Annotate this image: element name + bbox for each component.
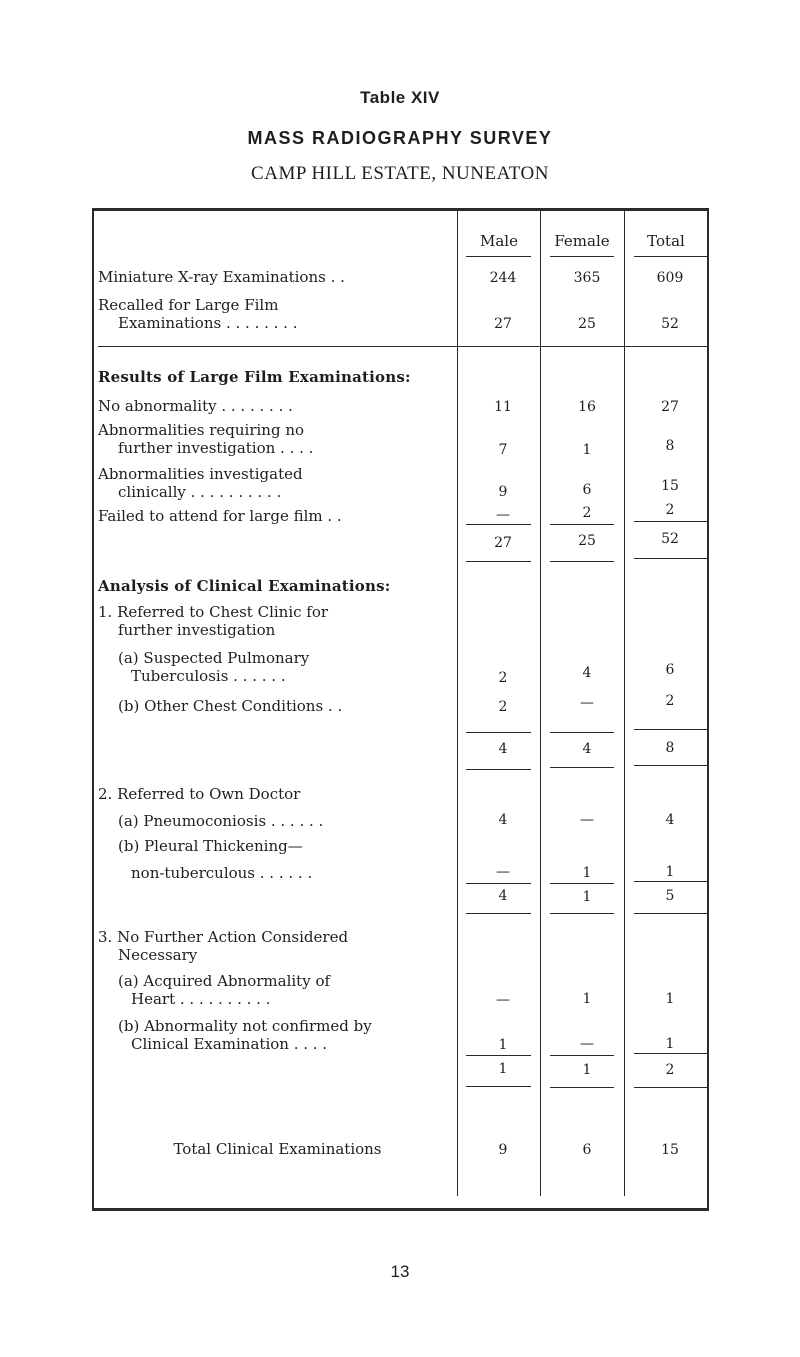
row-label: No abnormality . . . . . . . . (98, 397, 293, 415)
subtotal-rule (634, 765, 707, 766)
subtotal-rule (634, 729, 707, 730)
subtotal-male: 1 (498, 1061, 508, 1077)
total-row-label: Total Clinical Examinations (173, 1140, 382, 1158)
row-label: Miniature X-ray Examinations . . (98, 268, 345, 286)
cell-male: — (496, 992, 510, 1008)
cell-female: — (580, 1036, 594, 1052)
subtotal-rule (466, 913, 531, 914)
cell-female: 1 (582, 442, 592, 458)
cell-female: 2 (582, 505, 592, 521)
subtotal-rule (550, 883, 614, 884)
column-header-total: Total (647, 232, 685, 250)
subtotal-rule (634, 913, 707, 914)
cell-total: 2 (665, 693, 675, 709)
cell-total: 27 (661, 399, 679, 415)
row-label: (a) Pneumoconiosis . . . . . . (118, 812, 324, 830)
row-label: Tuberculosis . . . . . . (131, 667, 286, 685)
cell-male: 27 (494, 316, 512, 332)
subtotal-rule (550, 1055, 614, 1056)
cell-male: 11 (494, 399, 512, 415)
subtotal-rule (634, 881, 707, 882)
row-label: Failed to attend for large film . . (98, 507, 342, 525)
cell-male: 9 (498, 484, 508, 500)
row-label: clinically . . . . . . . . . . (118, 483, 282, 501)
table-number: Table XIV (360, 88, 440, 107)
header-rule (634, 256, 707, 257)
cell-male: — (496, 507, 510, 523)
total-total: 15 (661, 1142, 679, 1158)
cell-male: — (496, 864, 510, 880)
cell-total: 15 (661, 478, 679, 494)
row-label: (b) Other Chest Conditions . . (118, 697, 343, 715)
subsection-title: further investigation (118, 621, 276, 639)
subtotal-rule (550, 732, 614, 733)
cell-male: 2 (498, 699, 508, 715)
cell-total: 2 (665, 502, 675, 518)
subsection-title: 2. Referred to Own Doctor (98, 785, 301, 803)
subtotal-rule (466, 561, 531, 562)
subtotal-rule (550, 767, 614, 768)
row-label: Abnormalities requiring no (98, 421, 305, 439)
cell-total: 8 (665, 438, 675, 454)
header-rule (466, 256, 531, 257)
cell-female: 4 (582, 665, 592, 681)
subtotal-total: 8 (665, 740, 675, 756)
section-heading: Analysis of Clinical Examinations: (98, 577, 391, 595)
subtotal-female: 4 (582, 741, 592, 757)
cell-female: — (580, 812, 594, 828)
page-number: 13 (390, 1262, 410, 1281)
location-title: CAMP HILL ESTATE, NUNEATON (251, 163, 549, 184)
cell-total: 52 (661, 316, 679, 332)
subtotal-rule (550, 913, 614, 914)
row-label: Examinations . . . . . . . . (118, 314, 298, 332)
cell-male: 244 (489, 270, 517, 286)
total-female: 6 (582, 1142, 592, 1158)
table-right-border (707, 208, 709, 1211)
column-divider (624, 211, 625, 1196)
cell-total: 6 (665, 662, 675, 678)
row-label: Heart . . . . . . . . . . (131, 990, 271, 1008)
row-label: Recalled for Large Film (98, 296, 279, 314)
row-label: (b) Pleural Thickening— (118, 837, 303, 855)
cell-female: 1 (582, 865, 592, 881)
cell-total: 1 (665, 991, 675, 1007)
subtotal-rule (466, 883, 531, 884)
cell-total: 4 (665, 812, 675, 828)
subtotal-rule (634, 558, 707, 559)
subtotal-total: 52 (661, 531, 679, 547)
subtotal-rule (634, 521, 707, 522)
cell-total: 609 (656, 270, 684, 286)
subtotal-rule (550, 524, 614, 525)
cell-male: 7 (498, 442, 508, 458)
subtotal-male: 4 (498, 741, 508, 757)
subtotal-female: 1 (582, 889, 592, 905)
subtotal-rule (550, 561, 614, 562)
column-header-female: Female (554, 232, 610, 250)
cell-total: 1 (665, 1036, 675, 1052)
cell-male: 4 (498, 812, 508, 828)
subtotal-rule (466, 1086, 531, 1087)
cell-female: 365 (573, 270, 601, 286)
row-label: Abnormalities investigated (98, 465, 303, 483)
header-rule (550, 256, 614, 257)
cell-female: 25 (578, 316, 596, 332)
row-label: non-tuberculous . . . . . . (131, 864, 313, 882)
row-label: (b) Abnormality not confirmed by (118, 1017, 372, 1035)
column-divider (540, 211, 541, 1196)
table-left-border (92, 208, 94, 1211)
subtotal-rule (466, 732, 531, 733)
row-label: (a) Acquired Abnormality of (118, 972, 331, 990)
table-bottom-border (92, 1208, 709, 1211)
subtotal-rule (466, 524, 531, 525)
column-divider (457, 211, 458, 1196)
subtotal-female: 1 (582, 1062, 592, 1078)
cell-female: 6 (582, 482, 592, 498)
row-label: (a) Suspected Pulmonary (118, 649, 310, 667)
subtotal-total: 5 (665, 888, 675, 904)
section-divider (98, 346, 707, 347)
subtotal-male: 4 (498, 888, 508, 904)
cell-male: 2 (498, 670, 508, 686)
subtotal-total: 2 (665, 1062, 675, 1078)
subtotal-female: 25 (578, 533, 596, 549)
column-header-male: Male (480, 232, 518, 250)
subtotal-male: 27 (494, 535, 512, 551)
subsection-title: 3. No Further Action Considered (98, 928, 349, 946)
subtotal-rule (634, 1053, 707, 1054)
row-label: Clinical Examination . . . . (131, 1035, 328, 1053)
subsection-title: Necessary (118, 946, 198, 964)
cell-male: 1 (498, 1037, 508, 1053)
subsection-title: 1. Referred to Chest Clinic for (98, 603, 329, 621)
cell-total: 1 (665, 864, 675, 880)
total-male: 9 (498, 1142, 508, 1158)
subtotal-rule (466, 1055, 531, 1056)
table-top-border (92, 208, 709, 211)
cell-female: — (580, 695, 594, 711)
subtotal-rule (466, 769, 531, 770)
cell-female: 16 (578, 399, 596, 415)
section-heading: Results of Large Film Examinations: (98, 368, 411, 386)
subtotal-rule (634, 1087, 707, 1088)
survey-title: MASS RADIOGRAPHY SURVEY (247, 128, 553, 148)
subtotal-rule (550, 1087, 614, 1088)
row-label: further investigation . . . . (118, 439, 314, 457)
cell-female: 1 (582, 991, 592, 1007)
